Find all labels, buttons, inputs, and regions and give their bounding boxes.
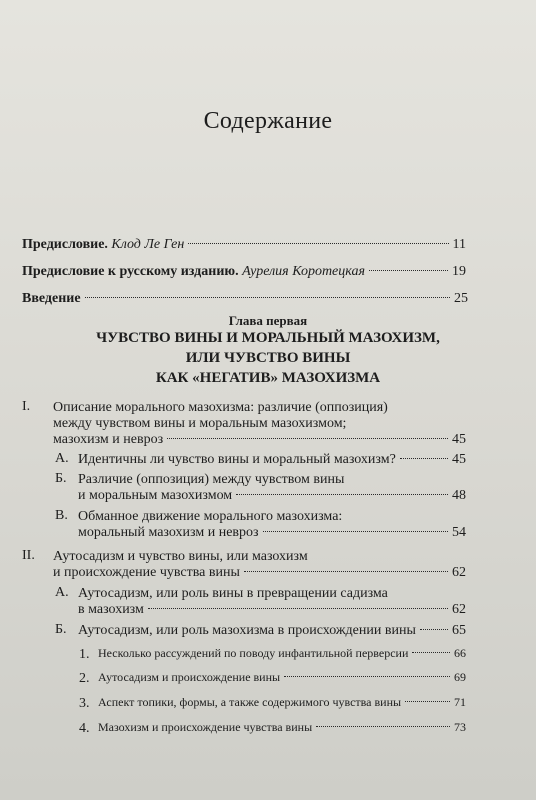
toc-entry-subsection-2b (78, 622, 466, 639)
chapter-title-line-3: КАК «НЕГАТИВ» МАЗОХИЗМА (155, 370, 381, 386)
page-number: 11 (452, 237, 466, 252)
page-number: 69 (454, 670, 466, 684)
section-line: Аутосадизм, или роль мазохизма в происхождении вины (78, 623, 416, 638)
item-number: 2. (79, 671, 90, 686)
section-line: Аутосадизм и чувство вины, или мазохизм (53, 549, 308, 564)
page-number: 48 (452, 488, 466, 503)
page-number: 19 (452, 264, 466, 279)
section-line: между чувством вины и моральным мазохизмом; (53, 416, 347, 431)
toc-entry-subsection-1b (78, 487, 466, 504)
subsection-letter: Б. (55, 471, 67, 486)
toc-entry-item-3 (98, 694, 466, 711)
section-line: в мазохизм (78, 602, 144, 617)
chapter-title-line-1: ЧУВСТВО ВИНЫ И МОРАЛЬНЫЙ МАЗОХИЗМ, (96, 330, 440, 346)
leader-dots (263, 531, 448, 532)
toc-entry-subsection-1c (78, 524, 466, 541)
item-number: 4. (79, 721, 90, 736)
leader-dots (244, 571, 448, 572)
section-line: моральный мазохизм и невроз (78, 525, 259, 540)
leader-dots (316, 726, 450, 727)
section-line: Обманное движение морального мазохизма: (78, 509, 343, 524)
subsection-letter: А. (55, 451, 69, 466)
page-number: 71 (454, 695, 466, 709)
leader-dots (420, 629, 448, 630)
chapter-title-line-2: ИЛИ ЧУВСТВО ВИНЫ (185, 350, 351, 366)
toc-entry-subsection-1a (78, 451, 466, 468)
page-number: 66 (454, 646, 466, 660)
section-number: I. (22, 399, 31, 414)
chapter-label: Глава первая (228, 313, 308, 328)
section-line: и происхождение чувства вины (53, 565, 240, 580)
page-number: 62 (452, 565, 466, 580)
item-number: 3. (79, 696, 90, 711)
leader-dots (369, 270, 448, 271)
leader-dots (236, 494, 448, 495)
leader-dots (412, 652, 450, 653)
toc-entry-section-2 (53, 564, 466, 581)
toc-entry-preface-russian (22, 263, 466, 280)
page-number: 65 (452, 623, 466, 638)
item-number: 1. (79, 647, 90, 662)
subsection-letter: В. (55, 508, 68, 523)
toc-entry-item-1 (98, 645, 466, 662)
entry-bold: Предисловие к русскому изданию. (22, 264, 239, 279)
leader-dots (188, 243, 448, 244)
leader-dots (85, 297, 450, 298)
leader-dots (405, 701, 450, 702)
page-number: 25 (454, 291, 468, 306)
leader-dots (148, 608, 448, 609)
toc-entry-item-2 (98, 669, 466, 686)
section-number: II. (22, 548, 35, 563)
entry-bold: Введение (22, 291, 81, 306)
subsection-letter: Б. (55, 622, 67, 637)
page-number: 62 (452, 602, 466, 617)
leader-dots (284, 676, 450, 677)
section-line: Идентичны ли чувство вины и моральный мазохизм? (78, 452, 396, 467)
entry-bold: Предисловие. (22, 237, 108, 252)
subsection-letter: А. (55, 585, 69, 600)
section-line: Аспект топики, формы, а также содержимого чувства вины (98, 695, 402, 709)
toc-entry-introduction (22, 290, 468, 307)
toc-entry-preface (22, 236, 466, 253)
section-line: Аутосадизм и происхождение вины (98, 670, 281, 684)
leader-dots (400, 458, 448, 459)
entry-author: Аурелия Коротецкая (242, 264, 365, 279)
section-line: Аутосадизм, или роль вины в превращении садизма (78, 586, 388, 601)
section-line: мазохизм и невроз (53, 432, 164, 447)
section-line: Мазохизм и происхождение чувства вины (98, 720, 313, 734)
toc-entry-item-4 (98, 719, 466, 736)
page-number: 73 (454, 720, 466, 734)
section-line: Несколько рассуждений по поводу инфантильной перверсии (98, 646, 409, 660)
entry-author: Клод Ле Ген (111, 237, 185, 252)
page-title: Содержание (203, 108, 333, 134)
section-line: и моральным мазохизмом (78, 488, 233, 503)
leader-dots (167, 438, 448, 439)
toc-entry-section-1 (53, 431, 466, 448)
section-line: Описание морального мазохизма: различие (оппозиция) (53, 400, 388, 415)
section-line: Различие (оппозиция) между чувством вины (78, 472, 345, 487)
page-number: 54 (452, 525, 466, 540)
toc-entry-subsection-2a (78, 601, 466, 618)
page-number: 45 (452, 452, 466, 467)
page-number: 45 (452, 432, 466, 447)
